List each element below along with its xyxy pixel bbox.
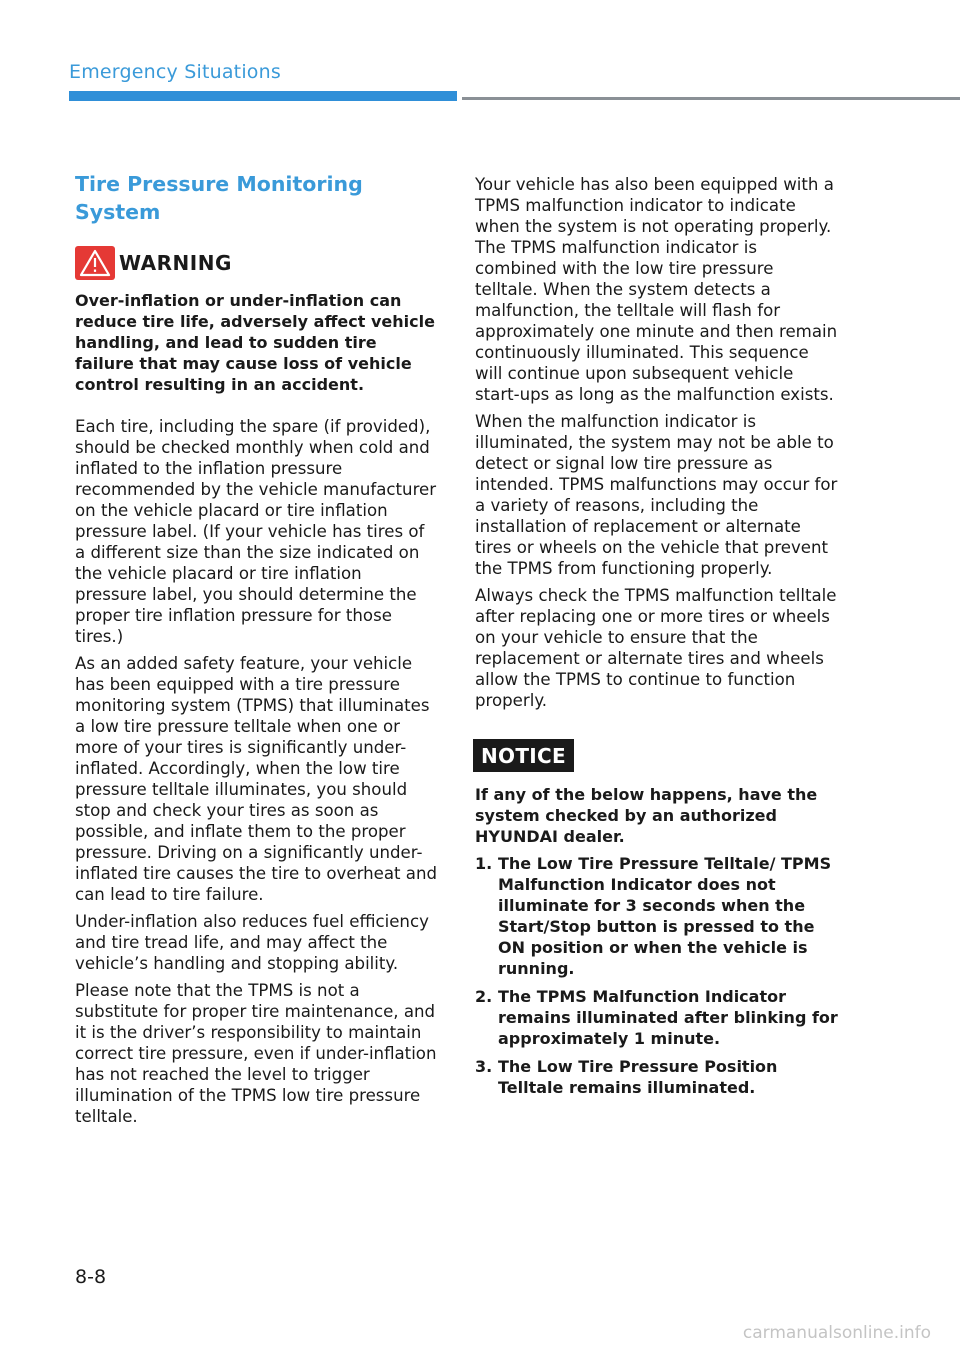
list-item	[475, 1056, 840, 1098]
watermark: carmanualsonline.info	[742, 1323, 931, 1343]
list-item-number: 2.	[475, 987, 493, 1006]
list-item	[475, 986, 840, 1049]
notice-list	[475, 853, 840, 1098]
paragraph-check-tires: Each tire, including the spare (if provided), should be checked monthly when cold and inflated to the inflation pressure recommended by the vehicle manufacturer on the vehicle placard or tire inflation pressure label. (If your vehicle has tires of a different size than the size indicated on the vehicle placard or tire inflation pressure label, you should determine the proper tire inflation pressure for those tires.)	[75, 417, 437, 646]
paragraph-under-inflation: Under-inflation also reduces fuel efficiency and tire tread life, and may affect the vehicle’s handling and stopping ability.	[75, 912, 429, 973]
right-column	[475, 174, 840, 1105]
warning-header	[75, 246, 437, 280]
list-item-number: 1.	[475, 854, 493, 873]
list-item-text: The Low Tire Pressure Telltale/ TPMS Malfunction Indicator does not illuminate for 3 seconds when the Start/Stop button is pressed to the ON position or when the vehicle is running.	[498, 854, 832, 978]
notice-label: NOTICE	[473, 739, 574, 772]
paragraph-malfunction-illuminated: When the malfunction indicator is illuminated, the system may not be able to detect or signal low tire pressure as intended. TPMS malfunctions may occur for a variety of reasons, including the installation of replacement or alternate tires or wheels on the vehicle that prevent the TPMS from functioning properly.	[475, 412, 838, 578]
paragraph-tpms-feature: As an added safety feature, your vehicle has been equipped with a tire pressure monitoring system (TPMS) that illuminates a low tire pressure telltale when one or more of your tires is significantly under-inflated. Accordingly, when the low tire pressure telltale illuminates, you should stop and check your tires as soon as possible, and inflate them to the proper pressure. Driving on a significantly under-inflated tire causes the tire to overheat and can lead to tire failure.	[75, 654, 438, 904]
warning-label: WARNING	[119, 251, 232, 275]
list-item	[475, 853, 840, 979]
header-rule	[462, 97, 960, 100]
warning-triangle-icon	[75, 246, 115, 280]
list-item-text: The TPMS Malfunction Indicator remains illuminated after blinking for approximately 1 minute.	[498, 987, 838, 1048]
section-title: Tire Pressure Monitoring System	[75, 172, 363, 224]
left-column	[75, 170, 437, 1133]
list-item-text: The Low Tire Pressure Position Telltale remains illuminated.	[498, 1057, 778, 1097]
paragraph-always-check: Always check the TPMS malfunction telltale after replacing one or more tires or wheels on your vehicle to ensure that the replacement or alternate tires and wheels allow the TPMS to continue to function properly.	[475, 586, 837, 710]
paragraph-not-substitute: Please note that the TPMS is not a substitute for proper tire maintenance, and it is the driver’s responsibility to maintain correct tire pressure, even if under-inflation has not reached the level to trigger illumination of the TPMS low tire pressure telltale.	[75, 981, 437, 1126]
section-header: Emergency Situations	[69, 61, 281, 83]
list-item-number: 3.	[475, 1057, 493, 1076]
header-accent-bar	[69, 91, 457, 101]
notice-intro: If any of the below happens, have the system checked by an authorized HYUNDAI dealer.	[475, 785, 818, 846]
warning-text: Over-inflation or under-inflation can reduce tire life, adversely affect vehicle handling, and lead to sudden tire failure that may cause loss of vehicle control resulting in an accident.	[75, 291, 435, 394]
paragraph-malfunction-indicator: Your vehicle has also been equipped with a TPMS malfunction indicator to indicate when the system is not operating properly. The TPMS malfunction indicator is combined with the low tire pressure telltale. When the system detects a malfunction, the telltale will flash for approximately one minute and then remain continuously illuminated. This sequence will continue upon subsequent vehicle start-ups as long as the malfunction exists.	[475, 175, 838, 404]
page-number: 8-8	[75, 1266, 107, 1288]
